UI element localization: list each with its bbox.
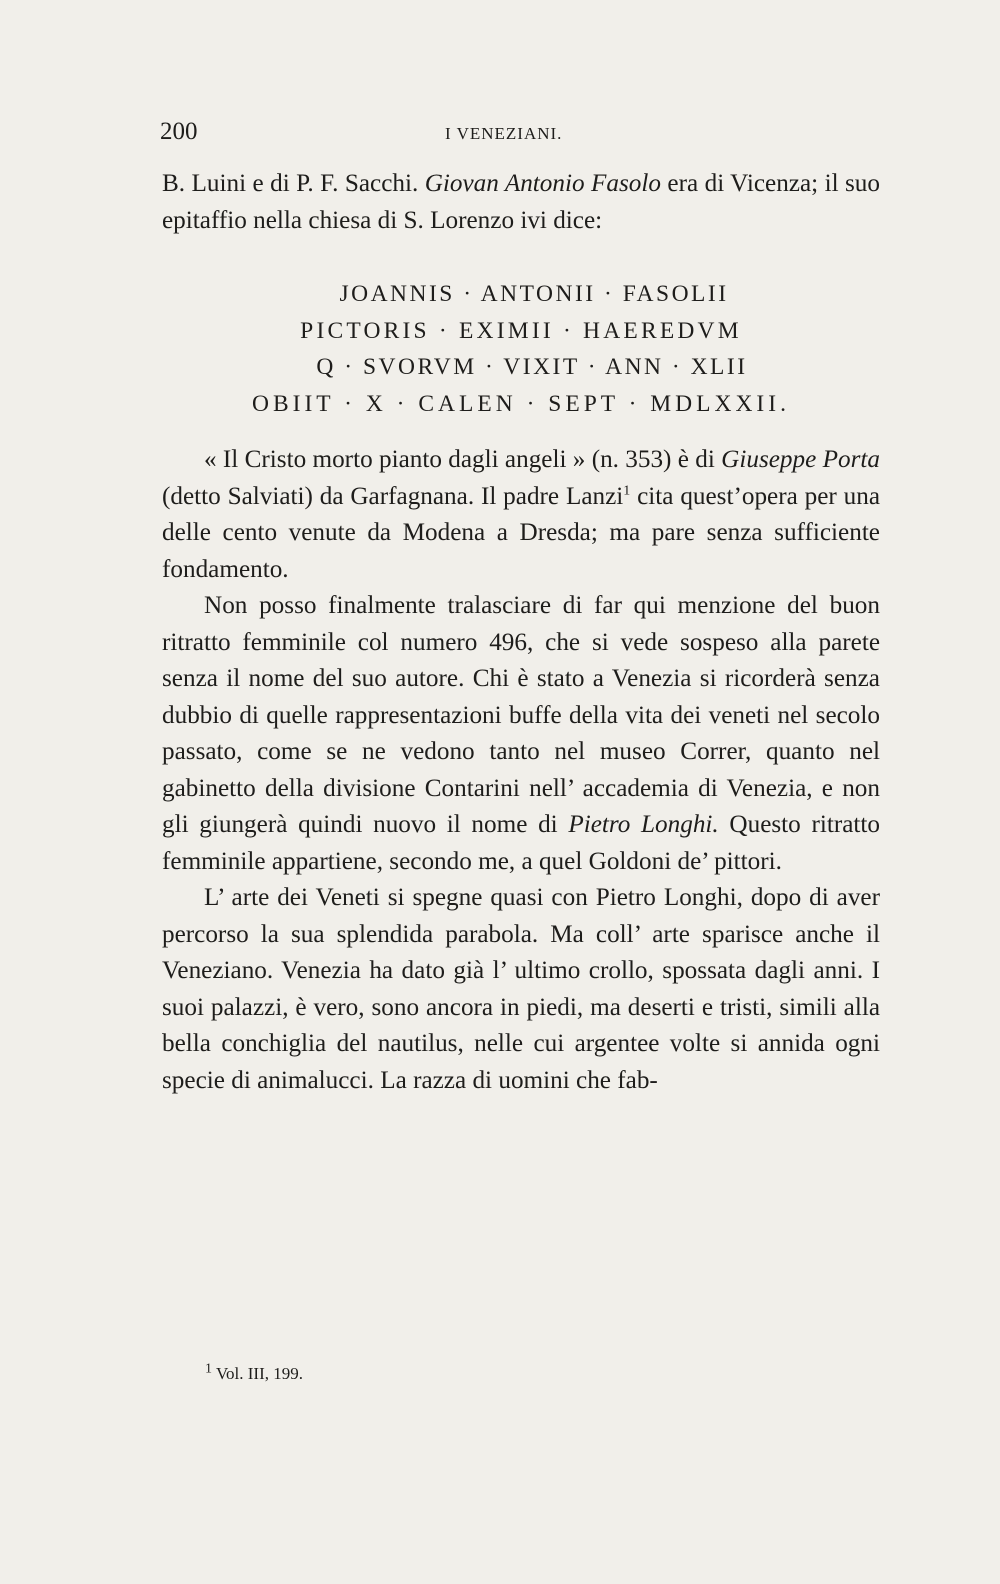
- running-title: I VENEZIANI.: [445, 124, 563, 143]
- paragraph-1: [162, 166, 880, 239]
- paragraph-3: [162, 588, 880, 880]
- paragraph-1-text-a: B. Luini e di P. F. Sacchi.: [162, 170, 425, 197]
- paragraph-2-text-c: cita quest’opera per una delle cento venute da Modena a Dresda; ma pare senza sufficiente fondamento.: [162, 482, 881, 583]
- paragraph-3-text-a: Non posso finalmente tralasciare di far qui menzione del buon ritratto femminile col numero 496, che si vede sospeso alla parete senza il nome del suo autore. Chi è stato a Venezia si ricorderà senza dubbio di quelle rappresentazioni buffe della vita dei veneti nel secolo passato, come se ne vedono tanto nel museo Correr, quanto nel gabinetto della divisione Contarini nell’ accademia di Venezia, e non gli giungerà quindi nuovo il nome di: [162, 592, 880, 838]
- paragraph-3-text-b: Questo ritratto femminile appartiene, secondo me, a quel Goldoni de’ pittori.: [162, 811, 880, 875]
- inscription-line-3: Q · SVORVM · VIXIT · ANN · XLII: [316, 354, 748, 380]
- paragraph-2-text-b: (detto Salviati) da Garfagnana. Il padre Lanzi: [162, 482, 624, 510]
- footnote: [205, 1361, 303, 1384]
- page-header: [160, 118, 880, 148]
- page-number: 200: [160, 118, 198, 145]
- footnote-reference: 1: [623, 483, 631, 499]
- paragraph-2-text-a: « Il Cristo morto pianto dagli angeli » (n. 353) è di: [204, 446, 722, 473]
- epitaph-inscription: [162, 276, 880, 422]
- paragraph-2: [162, 442, 880, 588]
- painter-name-longhi: Pietro Longhi.: [568, 811, 719, 838]
- body-text: [162, 166, 880, 1099]
- painter-name-porta: Giuseppe Porta: [721, 446, 880, 473]
- inscription-line-4: OBIIT · X · CALEN · SEPT · MDLXXII.: [252, 390, 790, 417]
- footnote-marker: 1: [205, 1361, 212, 1377]
- inscription-line-2: PICTORIS · EXIMII · HAEREDVM: [300, 317, 742, 344]
- inscription-line-1: JOANNIS · ANTONII · FASOLII: [339, 281, 729, 307]
- painter-name-fasolo: Giovan Antonio Fasolo: [424, 170, 661, 197]
- paragraph-4: L’ arte dei Veneti si spegne quasi con Pietro Longhi, dopo di aver percorso la sua splendida parabola. Ma coll’ arte sparisce anche il Veneziano. Venezia ha dato già l’ ultimo crollo, spossata dagli anni. I suoi palazzi, è vero, sono ancora in piedi, ma deserti e tristi, simili alla bella conchiglia del nautilus, nelle cui argentee volte si annida ogni specie di animalucci. La razza di uomini che fab-: [162, 884, 880, 1094]
- footnote-text: Vol. III, 199.: [215, 1364, 303, 1383]
- paragraph-1-text-b: era di Vicenza; il suo epitaffio nella chiesa di S. Lorenzo ivi dice:: [162, 170, 880, 234]
